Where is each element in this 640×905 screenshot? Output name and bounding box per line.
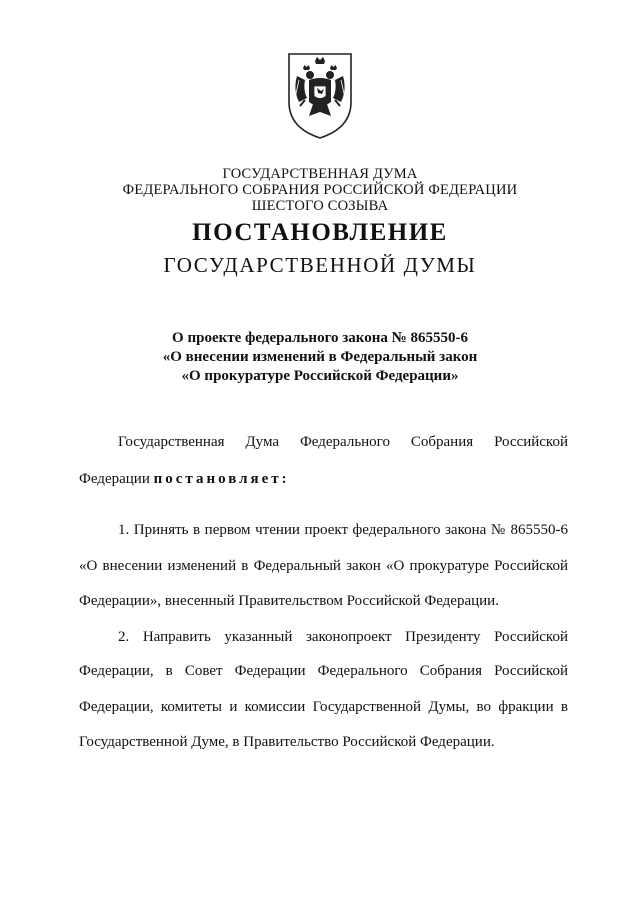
coat-of-arms-emblem	[285, 50, 355, 140]
header-line-state-duma: ГОСУДАРСТВЕННАЯ ДУМА	[222, 166, 418, 182]
item2-line-4: Государственной Думе, в Правительство Российской Федерации.	[79, 734, 495, 750]
item2-line-1: 2. Направить указанный законопроект Президенту Российской	[118, 629, 568, 645]
document-type-title: ПОСТАНОВЛЕНИЕ	[192, 219, 448, 246]
preamble-line-2	[79, 470, 568, 488]
header-line-convocation: ШЕСТОГО СОЗЫВА	[251, 198, 389, 214]
document-type-subtitle: ГОСУДАРСТВЕННОЙ ДУМЫ	[163, 253, 477, 277]
header-line-federal-assembly: ФЕДЕРАЛЬНОГО СОБРАНИЯ РОССИЙСКОЙ ФЕДЕРАЦИИ	[122, 182, 518, 198]
item2-line-2: Федерации, в Совет Федерации Федерального Собрания Российской	[79, 663, 568, 679]
bill-title-line-1: О проекте федерального закона № 865550-6	[172, 330, 468, 346]
item1-line-2: «О внесении изменений в Федеральный закон «О прокуратуре Российской	[79, 558, 568, 574]
item1-line-3: Федерации», внесенный Правительством Российской Федерации.	[79, 593, 499, 609]
bill-title-line-3: «О прокуратуре Российской Федерации»	[181, 368, 459, 384]
bill-title-line-2: «О внесении изменений в Федеральный закон	[162, 349, 478, 365]
preamble-text: Федерации	[79, 471, 154, 487]
item1-line-1: 1. Принять в первом чтении проект федерального закона № 865550-6	[118, 522, 568, 538]
resolves-emphasis: постановляет:	[153, 471, 290, 487]
item2-line-3: Федерации, комитеты и комиссии Государственной Думы, во фракции в	[79, 699, 568, 715]
preamble-line-1: Государственная Дума Федерального Собрания Российской	[118, 434, 568, 450]
